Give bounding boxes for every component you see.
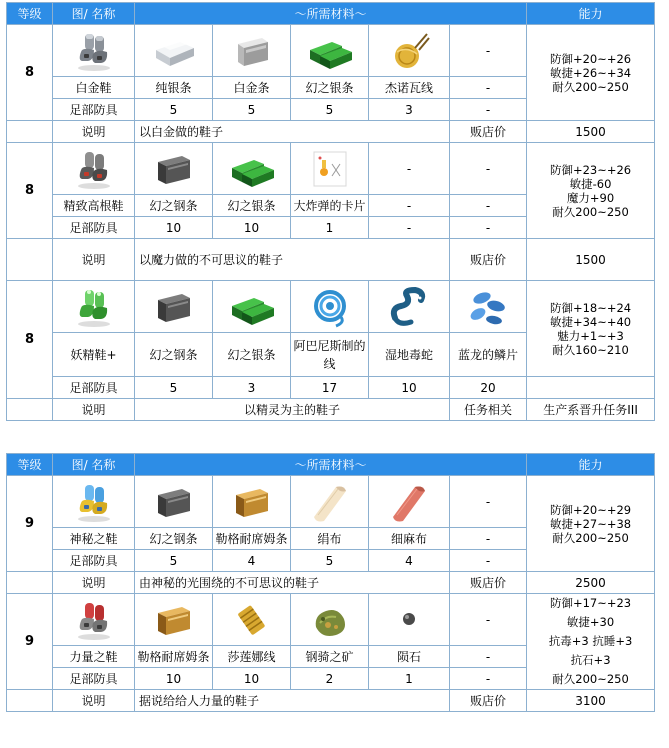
gkrisman-bar-icon [228,479,276,525]
material-qty: - [450,77,527,99]
material-qty: 10 [369,377,450,399]
material-name: - [485,161,491,176]
header-ability: 能力 [527,3,655,25]
material-icon-cell [213,594,291,646]
material-name: 陨石 [369,646,450,668]
price-label: 贩店价 [450,121,527,143]
material-qty: 5 [135,99,213,121]
phantom-silver-bar-icon [306,28,354,74]
material-name: 勒格耐席姆条 [213,528,291,550]
desc-label: 说明 [53,121,135,143]
ability-line: 防御+23~+26 [549,162,632,177]
item-level: 8 [7,143,53,239]
material-name: 细麻布 [369,528,450,550]
material-name: 白金条 [213,77,291,99]
item-type: 足部防具 [53,668,135,690]
material-qty: - [450,99,527,121]
power-shoe-icon [70,597,118,643]
platinum-bar-icon [228,28,276,74]
item-type: 足部防具 [53,377,135,399]
item-type: 足部防具 [53,550,135,572]
item-name: 力量之鞋 [53,646,135,668]
price-value: 1500 [527,239,655,281]
material-icon-cell [291,476,369,528]
material-qty: - [450,528,527,550]
header-icon-name: 图/ 名称 [53,3,135,25]
desc-label: 说明 [53,399,135,421]
material-icon-cell [450,594,527,646]
material-icon-cell [213,476,291,528]
item-description: 据说给给人力量的鞋子 [135,690,450,712]
material-qty: - [369,217,450,239]
item-level: 9 [7,594,53,690]
material-icon-cell [135,25,213,77]
ability-line: 敏捷-60 [569,176,612,191]
item-name: 白金鞋 [53,77,135,99]
material-name: 幻之银条 [213,195,291,217]
header-level: 等级 [7,3,53,25]
material-qty: - [369,195,450,217]
equipment-table-1 [6,2,655,421]
ability-line: 耐久200~250 [552,672,629,686]
material-icon-cell [291,143,369,195]
ability-line: 抗毒+3 抗睡+3 [548,634,633,648]
material-name: 绢布 [291,528,369,550]
item-name: 神秘之鞋 [53,528,135,550]
ability-cell [527,594,655,690]
shalin-thread-icon [228,597,276,643]
item-level: 9 [7,476,53,572]
item-icon-cell [53,476,135,528]
material-name: 莎莲娜线 [213,646,291,668]
abanis-thread-icon [306,284,354,330]
material-name: - [485,494,491,509]
price-value: 3100 [527,690,655,712]
desc-spacer [7,572,53,594]
ability-line: 敏捷+30 [566,615,615,629]
phantom-steel-bar-icon [150,284,198,330]
header-materials: ～所需材料～ [135,3,527,25]
material-name: 湿地毒蛇 [369,333,450,377]
material-qty: 5 [213,99,291,121]
ability-line: 耐久200~250 [552,530,629,545]
material-name: - [485,43,491,58]
ability-line: 敏捷+34~+40 [549,314,632,329]
desc-spacer [7,690,53,712]
phantom-steel-bar-icon [150,146,198,192]
ability-line: 耐久160~210 [552,342,629,357]
desc-label: 说明 [53,572,135,594]
material-icon-cell [135,594,213,646]
material-icon-cell [135,281,213,333]
material-icon-cell [291,25,369,77]
header-ability: 能力 [527,454,655,476]
ability-spacer [527,377,655,399]
equipment-table-2 [6,453,655,712]
item-level: 8 [7,281,53,399]
material-qty: 20 [450,377,527,399]
material-qty: 10 [135,217,213,239]
ability-cell [527,476,655,572]
ability-line: 敏捷+27~+38 [549,516,632,531]
phantom-silver-bar-icon [228,284,276,330]
desc-spacer [7,399,53,421]
material-icon-cell [135,143,213,195]
material-icon-cell [369,594,450,646]
material-icon-cell [369,143,450,195]
material-qty: 10 [213,217,291,239]
fine-high-heel-icon [70,146,118,192]
header-icon-name: 图/ 名称 [53,454,135,476]
price-label: 任务相关 [450,399,527,421]
material-icon-cell [213,25,291,77]
item-name: 妖精鞋+ [53,333,135,377]
price-value: 生产系晋升任务III [527,399,655,421]
item-description: 以白金做的鞋子 [135,121,450,143]
item-icon-cell [53,281,135,333]
fine-linen-icon [385,479,433,525]
ability-line: 防御+20~+29 [549,502,632,517]
material-qty: 1 [291,217,369,239]
material-icon-cell [450,25,527,77]
material-qty: 1 [369,668,450,690]
steel-knight-ore-icon [306,597,354,643]
desc-label: 说明 [53,690,135,712]
price-value: 1500 [527,121,655,143]
material-icon-cell [450,281,527,333]
material-name: - [485,612,491,627]
material-name: 幻之银条 [291,77,369,99]
material-icon-cell [369,25,450,77]
material-qty: - [450,217,527,239]
item-name: 精致高根鞋 [53,195,135,217]
ability-line: 魅力+1~+3 [557,328,624,343]
material-name: 幻之钢条 [135,528,213,550]
desc-spacer [7,121,53,143]
material-name: 纯银条 [135,77,213,99]
material-name: 阿巴尼斯制的线 [291,333,369,377]
material-name: 大炸弹的卡片 [291,195,369,217]
material-qty: - [450,646,527,668]
big-bomb-card-icon [306,146,354,192]
material-qty: 3 [369,99,450,121]
meteorite-icon [385,597,433,643]
item-icon-cell [53,25,135,77]
ability-line: 耐久200~250 [552,79,629,94]
fairy-shoe-icon [70,284,118,330]
material-icon-cell [135,476,213,528]
ability-line: 敏捷+26~+34 [549,65,632,80]
item-description: 以精灵为主的鞋子 [135,399,450,421]
ability-line: 魔力+90 [566,190,615,205]
material-icon-cell [291,594,369,646]
gkrisman-bar-icon [150,597,198,643]
item-description: 由神秘的光围绕的不可思议的鞋子 [135,572,450,594]
material-name: 幻之银条 [213,333,291,377]
material-icon-cell [291,281,369,333]
desc-spacer [7,239,53,281]
material-qty: 5 [291,550,369,572]
ability-line: 耐久200~250 [552,204,629,219]
item-type: 足部防具 [53,99,135,121]
material-name: 幻之钢条 [135,195,213,217]
ability-cell [527,25,655,121]
material-icon-cell [213,143,291,195]
material-qty: 5 [135,550,213,572]
material-qty: - [450,668,527,690]
material-qty: - [450,195,527,217]
material-icon-cell [213,281,291,333]
phantom-steel-bar-icon [150,479,198,525]
ability-line: 防御+18~+24 [549,300,632,315]
material-icon-cell [450,143,527,195]
platinum-shoe-icon [70,28,118,74]
material-qty: 5 [135,377,213,399]
ability-cell [527,143,655,239]
material-icon-cell [369,281,450,333]
ability-line: 抗石+3 [570,653,611,667]
phantom-silver-bar-icon [228,146,276,192]
item-icon-cell [53,594,135,646]
material-qty: 2 [291,668,369,690]
item-type: 足部防具 [53,217,135,239]
material-qty: 5 [291,99,369,121]
desc-label: 说明 [53,239,135,281]
price-label: 贩店价 [450,572,527,594]
price-value: 2500 [527,572,655,594]
material-qty: 4 [213,550,291,572]
mystic-shoe-icon [70,479,118,525]
item-description: 以魔力做的不可思议的鞋子 [135,239,450,281]
price-label: 贩店价 [450,239,527,281]
material-name: 蓝龙的鳞片 [450,333,527,377]
ability-line: 防御+17~+23 [549,596,632,610]
blue-dragon-scale-icon [464,284,512,330]
item-level: 8 [7,25,53,121]
material-name: 杰诺瓦线 [369,77,450,99]
item-icon-cell [53,143,135,195]
silk-cloth-icon [306,479,354,525]
price-label: 贩店价 [450,690,527,712]
wetland-viper-icon [385,284,433,330]
material-name: 幻之钢条 [135,333,213,377]
material-qty: 17 [291,377,369,399]
ability-cell [527,281,655,377]
material-qty: - [450,550,527,572]
ability-line: 防御+20~+26 [549,51,632,66]
material-icon-cell [450,476,527,528]
material-qty: 3 [213,377,291,399]
header-materials: ～所需材料～ [135,454,527,476]
material-qty: 10 [213,668,291,690]
material-qty: 10 [135,668,213,690]
material-name: 勒格耐席姆条 [135,646,213,668]
material-name: 钢骑之矿 [291,646,369,668]
jasnowa-thread-icon [385,28,433,74]
material-name: - [406,161,412,176]
pure-silver-bar-icon [150,28,198,74]
material-qty: 4 [369,550,450,572]
header-level: 等级 [7,454,53,476]
material-icon-cell [369,476,450,528]
